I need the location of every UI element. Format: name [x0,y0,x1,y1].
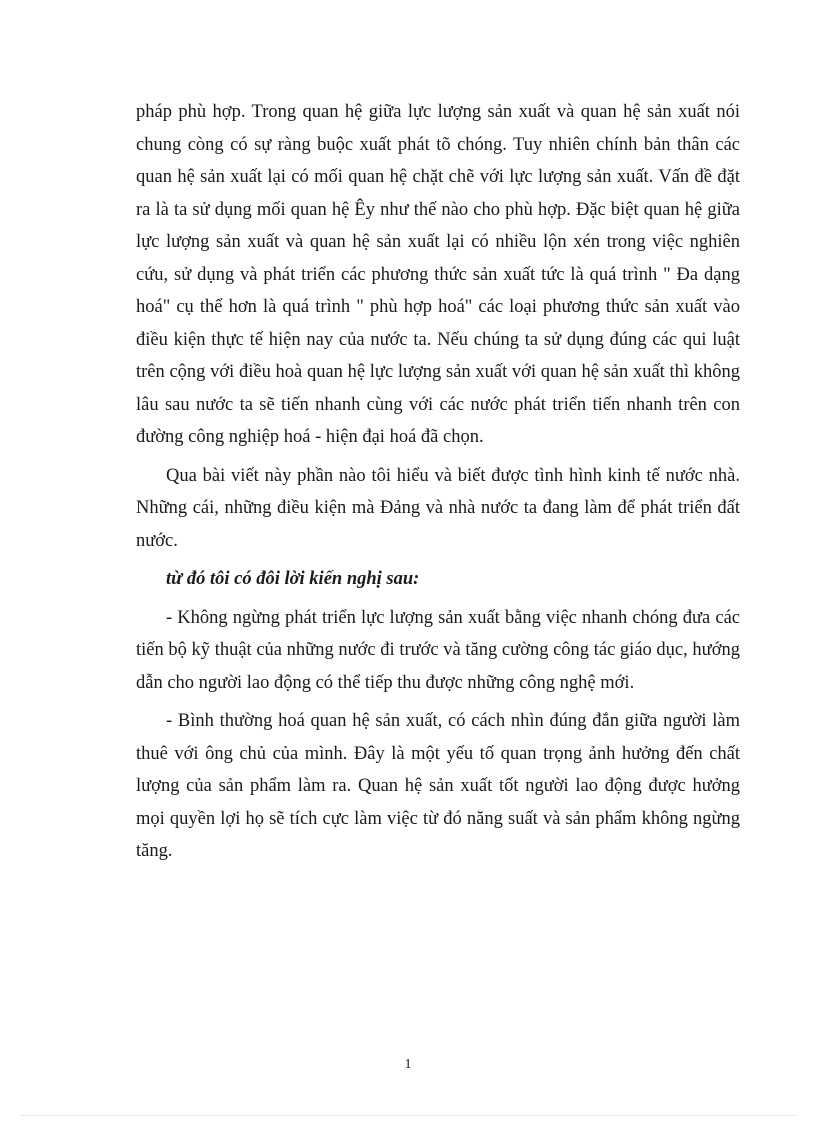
document-body [136,96,740,874]
body-paragraph-summary: Qua bài viết này phần nào tôi hiểu và biết được tình hình kinh tế nước nhà. Những cái, những điều kiện mà Đảng và nhà nước ta đang làm để phát triển đất nước. [136,465,740,551]
recommendation-item: - Bình thường hoá quan hệ sản xuất, có cách nhìn đúng đắn giữa người làm thuê với ông chủ của mình. Đây là một yếu tố quan trọng ảnh hưởng đến chất lượng của sản phẩm làm ra. Quan hệ sản xuất tốt người lao động được hưởng mọi quyền lợi họ sẽ tích cực làm việc từ đó năng suất và sản phẩm không ngừng tăng. [136,711,740,861]
recommendation-item: - Không ngừng phát triển lực lượng sản xuất bằng việc nhanh chóng đưa các tiến bộ kỹ thuật của những nước đi trước và tăng cường công tác giáo dục, hướng dẫn cho người lao động có thể tiếp thu được những công nghệ mới. [136,607,740,693]
page-bottom-divider [20,1115,796,1116]
recommendations-heading: từ đó tôi có đôi lời kiến nghị sau: [166,569,420,589]
body-paragraph-continuation: pháp phù hợp. Trong quan hệ giữa lực lượng sản xuất và quan hệ sản xuất nói chung còng có sự ràng buộc xuất phát tõ chóng. Tuy nhiên chính bản thân các quan hệ sản xuất lại có mối quan hệ chặt chẽ với lực lượng sản xuất. Vấn đề đặt ra là ta sử dụng mối quan hệ Êy như thế nào cho phù hợp. Đặc biệt quan hệ giữa lực lượng sản xuất và quan hệ sản xuất lại có nhiều lộn xén trong việc nghiên cứu, sử dụng và phát triển các phương thức sản xuất tức là quá trình " Đa dạng hoá" cụ thể hơn là quá trình " phù hợp hoá" các loại phương thức sản xuất vào điều kiện thực tế hiện nay của nước ta. Nếu chúng ta sử dụng đúng các qui luật trên cộng với điều hoà quan hệ lực lượng sản xuất với quan hệ sản xuất thì không lâu sau nước ta sẽ tiến nhanh cùng với các nước phát triển tiến nhanh trên con đường công nghiệp hoá - hiện đại hoá đã chọn. [136,102,740,447]
page-number: 1 [404,1057,412,1072]
